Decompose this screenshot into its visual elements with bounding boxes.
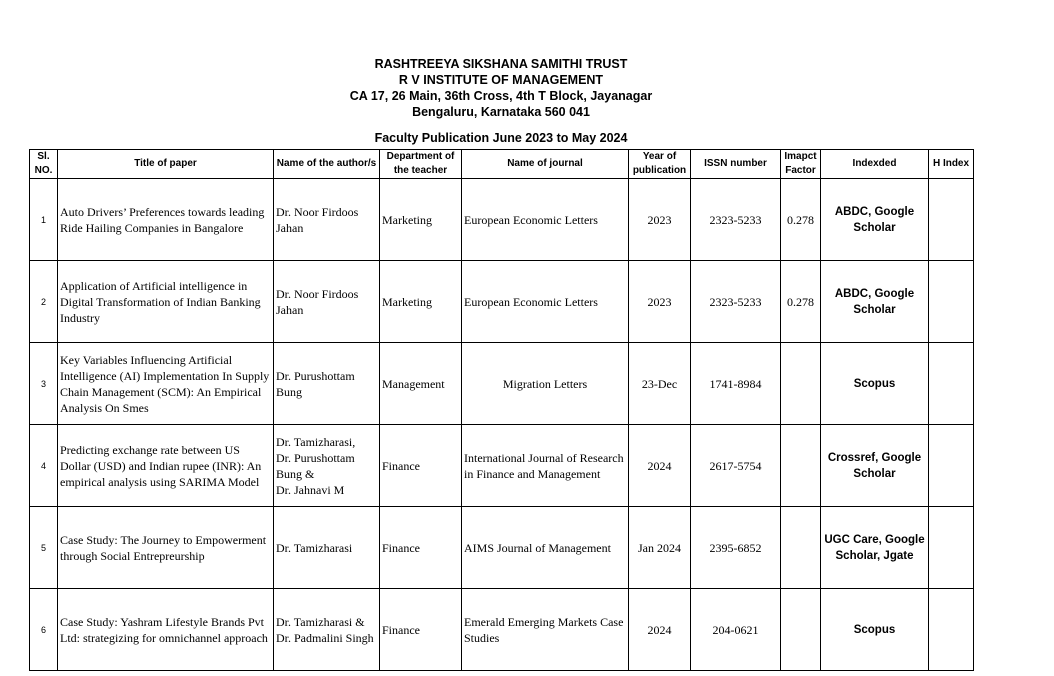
cell-journal: Emerald Emerging Markets Case Studies [462,589,629,671]
institution-header [0,56,1002,120]
cell-dept: Marketing [380,179,462,261]
col-indexed: Indexded [821,150,929,179]
cell-dept: Management [380,343,462,425]
cell-impact [781,589,821,671]
cell-sl: 5 [30,507,58,589]
cell-sl: 2 [30,261,58,343]
document-title: Faculty Publication June 2023 to May 2024 [374,131,628,145]
table-row [30,589,974,671]
cell-journal: AIMS Journal of Management [462,507,629,589]
cell-issn: 2323-5233 [691,179,781,261]
cell-indexed: ABDC, Google Scholar [821,261,929,343]
address-line: CA 17, 26 Main, 36th Cross, 4th T Block, Jayanagar [349,89,653,103]
cell-dept: Marketing [380,261,462,343]
table-row [30,507,974,589]
cell-hindex [929,507,974,589]
cell-title: Key Variables Influencing Artificial Intelligence (AI) Implementation In Supply Chain Management (SCM): An Empirical Analysis On Smes [58,343,274,425]
cell-year: 23-Dec [629,343,691,425]
cell-indexed: ABDC, Google Scholar [821,179,929,261]
trust-name: RASHTREEYA SIKSHANA SAMITHI TRUST [374,57,628,71]
cell-dept: Finance [380,425,462,507]
cell-issn: 2617-5754 [691,425,781,507]
table-row [30,425,974,507]
cell-journal: European Economic Letters [462,179,629,261]
cell-hindex [929,425,974,507]
col-hindex: H Index [929,150,974,179]
cell-issn: 1741-8984 [691,343,781,425]
col-impact: Imapct Factor [781,150,821,179]
col-sl: Sl. NO. [30,150,58,179]
cell-issn: 2323-5233 [691,261,781,343]
cell-sl: 4 [30,425,58,507]
cell-dept: Finance [380,507,462,589]
cell-title: Case Study: The Journey to Empowerment through Social Entrepreurship [58,507,274,589]
cell-author: Dr. Tamizharasi [274,507,380,589]
cell-year: 2024 [629,589,691,671]
cell-year: 2023 [629,179,691,261]
col-title: Title of paper [58,150,274,179]
table-row [30,261,974,343]
table-header-row [30,150,974,179]
cell-author: Dr. Noor Firdoos Jahan [274,261,380,343]
cell-title: Case Study: Yashram Lifestyle Brands Pvt Ltd: strategizing for omnichannel approach [58,589,274,671]
cell-year: Jan 2024 [629,507,691,589]
cell-author: Dr. Tamizharasi & Dr. Padmalini Singh [274,589,380,671]
table-row [30,179,974,261]
cell-author: Dr. Tamizharasi, Dr. Purushottam Bung & Dr. Jahnavi M [274,425,380,507]
cell-impact: 0.278 [781,261,821,343]
cell-journal: Migration Letters [462,343,629,425]
cell-author: Dr. Noor Firdoos Jahan [274,179,380,261]
cell-impact [781,507,821,589]
cell-impact [781,343,821,425]
cell-journal: European Economic Letters [462,261,629,343]
cell-hindex [929,179,974,261]
cell-indexed: Scopus [821,343,929,425]
publication-table [29,149,974,671]
col-author: Name of the author/s [274,150,380,179]
cell-indexed: UGC Care, Google Scholar, Jgate [821,507,929,589]
cell-sl: 6 [30,589,58,671]
cell-title: Predicting exchange rate between US Dollar (USD) and Indian rupee (INR): An empirical analysis using SARIMA Model [58,425,274,507]
table-row [30,343,974,425]
col-year: Year of publication [629,150,691,179]
cell-dept: Finance [380,589,462,671]
cell-indexed: Crossref, Google Scholar [821,425,929,507]
cell-sl: 3 [30,343,58,425]
cell-journal: International Journal of Research in Finance and Management [462,425,629,507]
cell-issn: 2395-6852 [691,507,781,589]
cell-indexed: Scopus [821,589,929,671]
col-journal: Name of journal [462,150,629,179]
cell-issn: 204-0621 [691,589,781,671]
col-dept: Department of the teacher [380,150,462,179]
cell-title: Auto Drivers’ Preferences towards leading Ride Hailing Companies in Bangalore [58,179,274,261]
city-line: Bengaluru, Karnataka 560 041 [412,105,590,119]
cell-year: 2024 [629,425,691,507]
cell-author: Dr. Purushottam Bung [274,343,380,425]
cell-sl: 1 [30,179,58,261]
cell-impact [781,425,821,507]
cell-impact: 0.278 [781,179,821,261]
cell-year: 2023 [629,261,691,343]
col-issn: ISSN number [691,150,781,179]
cell-hindex [929,343,974,425]
cell-title: Application of Artificial intelligence in Digital Transformation of Indian Banking Industry [58,261,274,343]
cell-hindex [929,589,974,671]
institute-name: R V INSTITUTE OF MANAGEMENT [398,73,604,87]
cell-hindex [929,261,974,343]
